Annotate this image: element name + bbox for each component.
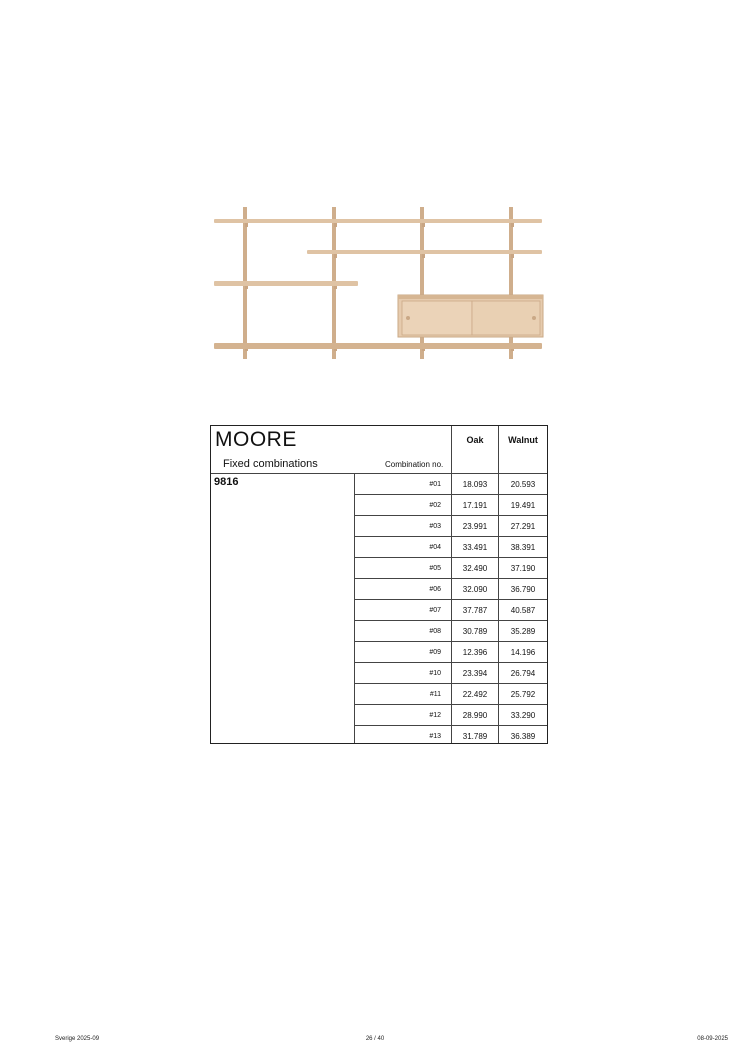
shelf-top: [214, 219, 542, 223]
price-oak: 32.490: [462, 564, 488, 573]
combination-number: #05: [429, 565, 441, 572]
table-row: [355, 663, 547, 684]
shelf-middle-left: [214, 281, 358, 286]
table-row: [355, 537, 547, 558]
combination-number: #06: [429, 586, 441, 593]
combination-number: #02: [429, 502, 441, 509]
table-row: [355, 579, 547, 600]
footer-date: 08-09-2025: [697, 1036, 728, 1042]
combination-number: #08: [429, 628, 441, 635]
price-walnut: 25.792: [510, 690, 536, 699]
combination-number: #07: [429, 607, 441, 614]
price-oak: 28.990: [462, 711, 488, 720]
table-row: [355, 684, 547, 705]
table-row: [355, 600, 547, 621]
price-walnut: 38.391: [510, 543, 536, 552]
price-walnut: 19.491: [510, 501, 536, 510]
table-row: [355, 726, 547, 747]
combination-number: #01: [429, 481, 441, 488]
column-header-oak: Oak: [466, 435, 484, 445]
combination-number: #09: [429, 649, 441, 656]
price-oak: 23.991: [462, 522, 488, 531]
shelf-bottom: [214, 343, 542, 349]
price-walnut: 35.289: [510, 627, 536, 636]
price-oak: 30.789: [462, 627, 488, 636]
shelf-upper-right: [307, 250, 542, 254]
price-oak: 12.396: [462, 648, 488, 657]
combination-number: #11: [429, 691, 441, 698]
price-oak: 18.093: [462, 480, 488, 489]
price-walnut: 37.190: [510, 564, 536, 573]
combination-number: #03: [429, 523, 441, 530]
price-oak: 17.191: [462, 501, 488, 510]
price-walnut: 36.790: [510, 585, 536, 594]
price-walnut: 40.587: [510, 606, 536, 615]
footer-market: Sverige 2025-09: [55, 1036, 100, 1042]
price-oak: 23.394: [462, 669, 488, 678]
model-number: 9816: [214, 476, 239, 488]
price-walnut: 36.389: [510, 732, 536, 741]
sliding-cabinet: [398, 295, 543, 337]
table-row: [355, 516, 547, 537]
combination-number: #04: [429, 544, 441, 551]
product-subtitle: Fixed combinations: [223, 458, 318, 470]
footer-page-number: 26 / 40: [365, 1036, 385, 1042]
table-row: [355, 642, 547, 663]
table-row: [355, 558, 547, 579]
combination-number: #13: [429, 733, 441, 740]
column-header-walnut: Walnut: [508, 435, 538, 445]
price-walnut: 20.593: [510, 480, 536, 489]
price-oak: 31.789: [462, 732, 488, 741]
combination-label: Combination no.: [385, 460, 444, 469]
price-walnut: 14.196: [510, 648, 536, 657]
combination-number: #12: [429, 712, 441, 719]
price-oak: 37.787: [462, 606, 488, 615]
table-row: [355, 621, 547, 642]
table-row: [355, 474, 547, 495]
shelf-illustration: [210, 205, 546, 365]
table-row: [355, 495, 547, 516]
price-table: [210, 425, 548, 744]
price-oak: 32.090: [462, 585, 488, 594]
price-walnut: 27.291: [510, 522, 536, 531]
table-row: [355, 705, 547, 726]
price-walnut: 26.794: [510, 669, 536, 678]
price-walnut: 33.290: [510, 711, 536, 720]
combination-number: #10: [429, 670, 441, 677]
price-oak: 33.491: [462, 543, 488, 552]
price-oak: 22.492: [462, 690, 488, 699]
product-title: MOORE: [215, 428, 297, 451]
